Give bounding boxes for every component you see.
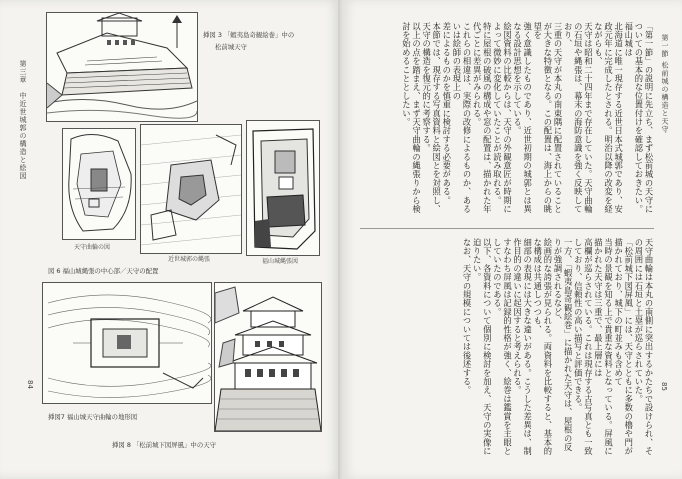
figure-8-castle-screen bbox=[214, 282, 322, 432]
paragraph: 天守は昭和二十四年まで存在していた。天守曲輪の石垣や縄張は、幕末の海防意識を強く反映しており、 bbox=[563, 22, 594, 214]
figure-3-caption: 挿図 3 「蝦夷島奇観絵巻」中の bbox=[203, 31, 295, 39]
left-page-number: 84 bbox=[26, 380, 34, 389]
paragraph: 三重の天守が本丸の南東隅に配置されていることが大きな特徴となる。この配置は、海上からの眺望を bbox=[532, 22, 564, 214]
figure-8-caption: 挿図 8 「松前城下図屏風」中の天守 bbox=[112, 441, 216, 449]
figure-6b-label: 近世城郭の縄張 bbox=[168, 256, 211, 263]
figure-3-castle-scroll bbox=[46, 12, 198, 122]
left-page bbox=[0, 0, 340, 479]
paragraph: 細部の表現には大きな違いがある。こうした差異は、制作目的の違いに起因すると考えられる。 bbox=[512, 238, 533, 456]
figure-6b-plan bbox=[140, 124, 242, 254]
right-lower-text-block bbox=[360, 238, 654, 456]
paragraph: 差によるものかを慎重に検討する必要がある。 bbox=[441, 22, 452, 205]
paragraph: 当時の景観を知る上で貴重な資料となっている。屏風に描かれた天守は三重で、最上層には bbox=[593, 238, 614, 456]
left-running-header: 第三章 中近世城郭の構造と絵図 bbox=[19, 60, 27, 180]
figure-7-caption: 挿図7 福山城天守曲輪の地形図 bbox=[48, 413, 138, 421]
paragraph: なお、天守の規模については後述する。 bbox=[462, 238, 473, 395]
paragraph: 絵図資料の比較からは、天守の外観意匠が時期によって微妙に変化していたことが読み取れる。 bbox=[492, 22, 513, 214]
paragraph: 特に屋根の破風の構成や窓の配置は、描かれた年代ごとに差異がみられる。 bbox=[472, 22, 493, 214]
paragraph: 「第一節」の説明に先立ち、まず松前城の天守についての基本的な位置付けを確認しておきたい。福山城は bbox=[623, 22, 654, 214]
paragraph: 高欄が巡らされている。これは現存する古写真とも一致しており、信頼性の高い描写と評価できる。 bbox=[573, 238, 594, 456]
figure-6c-plan bbox=[246, 120, 320, 256]
section-divider bbox=[360, 228, 654, 229]
figure-6a-plan bbox=[62, 128, 136, 240]
paragraph: 北海道に唯一現存する近世日本式城郭であり、安政元年に完成したとされる。明治以降の改変を経ながらも、 bbox=[593, 22, 624, 214]
figure-3-caption-line2: 松前城天守 bbox=[215, 43, 247, 51]
right-running-header: 第一節 松前城の構造と天守 bbox=[661, 34, 669, 134]
figure-6-caption: 図 6 福山城縄張の中心部／天守の配置 bbox=[48, 267, 159, 275]
paragraph: 強く意識したものであり、近世初期の城郭とは異なる設計思想を示している。 bbox=[512, 22, 533, 214]
paragraph: 「松前城下図屏風」には、天守とともに多数の櫓や門が描かれており、城下の町並みも含めて bbox=[613, 238, 634, 456]
figure-6a-label: 天守曲輪の図 bbox=[74, 244, 111, 251]
paragraph: 一方、「蝦夷島奇観絵巻」に描かれた天守は、屋根の反りが強調されるなど、 bbox=[553, 238, 574, 452]
paragraph: 絵画的な誇張が見られる。両資料を比較すると、基本的な構成は共通しつつも、 bbox=[532, 238, 553, 456]
paragraph: 以上の点を踏まえ、まず天守曲輪の縄張りから検討を始めることとしたい。 bbox=[401, 22, 422, 214]
paragraph: 天守曲輪は本丸の南側に突出するかたちで設けられ、その周囲には石垣と土塁が巡らされていた。 bbox=[633, 238, 654, 456]
paragraph: 以下、各資料について個別に検討を加え、天守の実像に迫りたい。 bbox=[472, 238, 493, 456]
right-upper-text-block bbox=[360, 22, 654, 220]
right-page-number: 85 bbox=[660, 382, 668, 391]
right-page bbox=[342, 0, 682, 479]
figure-6c-label: 福山城縄張図 bbox=[262, 258, 299, 265]
paragraph: これらの相違は、実際の改修によるものか、あるいは絵師の表現上の bbox=[451, 22, 473, 214]
figure-7-topo-map bbox=[42, 282, 212, 404]
paragraph: すなわち屏風は記録的性格が強く、絵巻は鑑賞を主眼としていたのである。 bbox=[492, 238, 513, 456]
paragraph: 本節では、現存する写真資料と絵図とを対照し、天守の構造を復元的に考察する。 bbox=[421, 22, 442, 214]
